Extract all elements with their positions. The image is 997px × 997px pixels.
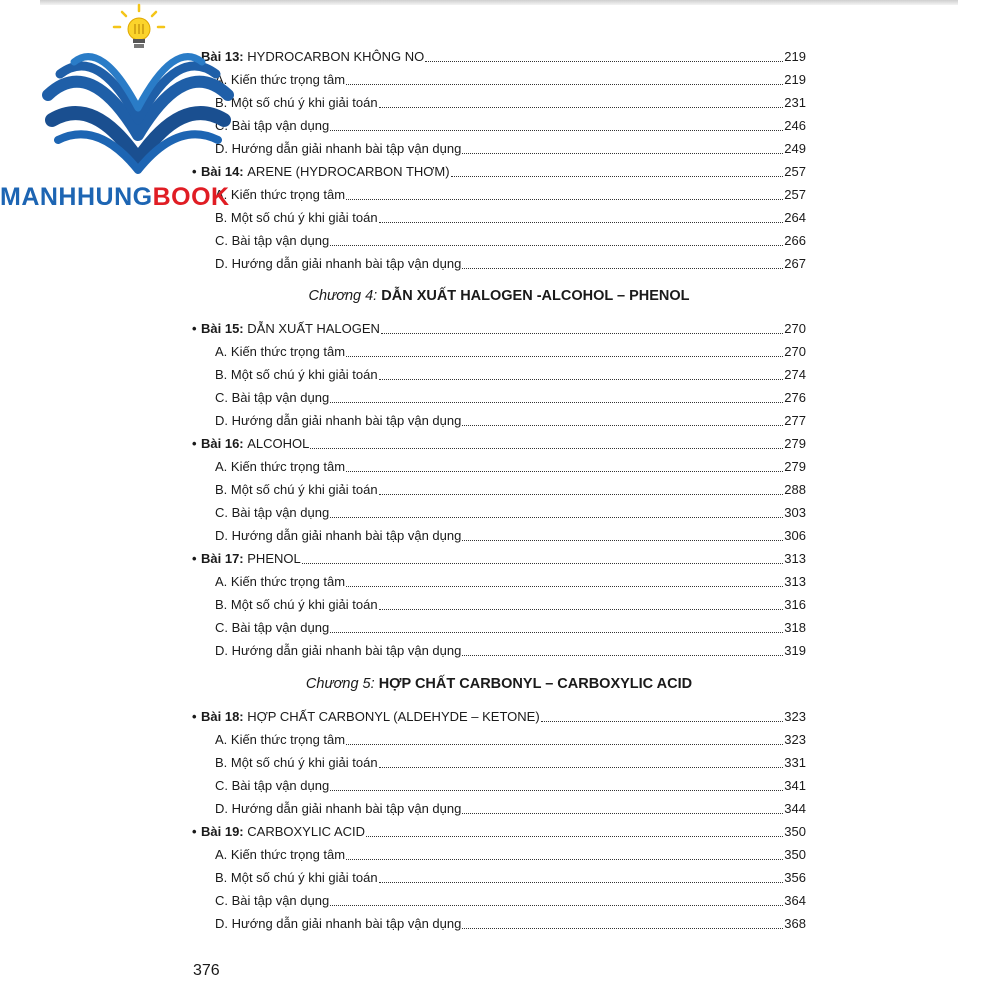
page-ref: 323 <box>784 709 806 724</box>
dot-leader <box>379 494 784 495</box>
dot-leader <box>346 471 783 472</box>
page-ref: 270 <box>784 344 806 359</box>
toc-sub-row <box>192 475 806 498</box>
lesson-title: ARENE (HYDROCARBON THƠM) <box>247 164 450 179</box>
section-label: D. Hướng dẫn giải nhanh bài tập vận dụng <box>215 413 462 428</box>
dot-leader <box>462 540 783 541</box>
toc-sub-row <box>192 406 806 429</box>
toc-lesson-row <box>192 817 806 840</box>
dot-leader <box>330 130 783 131</box>
toc-sub-row <box>192 249 806 272</box>
page-ref: 313 <box>784 574 806 589</box>
dot-leader <box>462 655 783 656</box>
section-label: A. Kiến thức trọng tâm <box>215 187 346 202</box>
lesson-title: PHENOL <box>247 551 301 566</box>
lesson-title: DẪN XUẤT HALOGEN <box>247 321 380 336</box>
page-ref: 279 <box>784 436 806 451</box>
toc-sub-row <box>192 748 806 771</box>
toc-sub-row <box>192 794 806 817</box>
bullet-icon: • <box>192 164 197 179</box>
toc-sub-row <box>192 771 806 794</box>
page-ref: 288 <box>784 482 806 497</box>
lesson-title: HỢP CHẤT CARBONYL (ALDEHYDE – KETONE) <box>247 709 540 724</box>
bullet-icon: • <box>192 49 197 64</box>
page-ref: 276 <box>784 390 806 405</box>
toc-sub-row <box>192 613 806 636</box>
page-number: 376 <box>193 962 220 979</box>
page-ref: 331 <box>784 755 806 770</box>
toc-lesson-row <box>192 314 806 337</box>
brand-name <box>0 182 230 212</box>
dot-leader <box>346 586 783 587</box>
dot-leader <box>366 836 783 837</box>
page-ref: 306 <box>784 528 806 543</box>
page-ref: 231 <box>784 95 806 110</box>
toc-sub-row <box>192 337 806 360</box>
section-label: A. Kiến thức trọng tâm <box>215 344 346 359</box>
dot-leader <box>379 379 784 380</box>
dot-leader <box>462 153 783 154</box>
lesson-number: Bài 16: <box>201 436 244 451</box>
section-label: B. Một số chú ý khi giải toán <box>215 95 378 110</box>
dot-leader <box>462 425 783 426</box>
bullet-icon: • <box>192 436 197 451</box>
section-label: A. Kiến thức trọng tâm <box>215 732 346 747</box>
dot-leader <box>330 245 783 246</box>
section-label: C. Bài tập vận dụng <box>215 893 330 908</box>
page-ref: 323 <box>784 732 806 747</box>
lesson-number: Bài 19: <box>201 824 244 839</box>
page-ref: 264 <box>784 210 806 225</box>
page-ref: 303 <box>784 505 806 520</box>
chapter-label: Chương 5: <box>305 676 375 692</box>
lesson-title: ALCOHOL <box>247 436 310 451</box>
toc-sub-row <box>192 452 806 475</box>
dot-leader <box>330 790 783 791</box>
chapter-title: HỢP CHẤT CARBONYL – CARBOXYLIC ACID <box>378 676 693 692</box>
dot-leader <box>346 859 783 860</box>
dot-leader <box>379 882 784 883</box>
page-ref: 344 <box>784 801 806 816</box>
bullet-icon: • <box>192 321 197 336</box>
section-label: C. Bài tập vận dụng <box>215 118 330 133</box>
dot-leader <box>330 517 783 518</box>
bullet-icon: • <box>192 824 197 839</box>
chapter-label: Chương 4: <box>308 288 378 304</box>
lesson-title: CARBOXYLIC ACID <box>247 824 366 839</box>
section-label: B. Một số chú ý khi giải toán <box>215 755 378 770</box>
dot-leader <box>425 61 783 62</box>
dot-leader <box>310 448 783 449</box>
page-ref: 319 <box>784 643 806 658</box>
section-label: B. Một số chú ý khi giải toán <box>215 367 378 382</box>
dot-leader <box>330 905 783 906</box>
section-label: A. Kiến thức trọng tâm <box>215 459 346 474</box>
lesson-number: Bài 13: <box>201 49 244 64</box>
dot-leader <box>346 199 783 200</box>
page-ref: 356 <box>784 870 806 885</box>
dot-leader <box>379 222 784 223</box>
section-label: B. Một số chú ý khi giải toán <box>215 210 378 225</box>
section-label: D. Hướng dẫn giải nhanh bài tập vận dụng <box>215 141 462 156</box>
toc-sub-row <box>192 863 806 886</box>
page-ref: 350 <box>784 824 806 839</box>
section-label: D. Hướng dẫn giải nhanh bài tập vận dụng <box>215 256 462 271</box>
section-label: A. Kiến thức trọng tâm <box>215 72 346 87</box>
section-label: D. Hướng dẫn giải nhanh bài tập vận dụng <box>215 801 462 816</box>
section-label: B. Một số chú ý khi giải toán <box>215 597 378 612</box>
toc-sub-row <box>192 567 806 590</box>
lesson-number: Bài 18: <box>201 709 244 724</box>
page-ref: 257 <box>784 187 806 202</box>
dot-leader <box>330 632 783 633</box>
page-ref: 246 <box>784 118 806 133</box>
brand-name-part2: BOOK <box>152 183 230 211</box>
page-ref: 219 <box>784 49 806 64</box>
toc-sub-row <box>192 383 806 406</box>
dot-leader <box>302 563 784 564</box>
lesson-number: Bài 15: <box>201 321 244 336</box>
dot-leader <box>346 356 783 357</box>
page-ref: 249 <box>784 141 806 156</box>
dot-leader <box>379 609 784 610</box>
page-ref: 277 <box>784 413 806 428</box>
page-ref: 364 <box>784 893 806 908</box>
section-label: C. Bài tập vận dụng <box>215 233 330 248</box>
bullet-icon: • <box>192 709 197 724</box>
page-ref: 274 <box>784 367 806 382</box>
section-label: D. Hướng dẫn giải nhanh bài tập vận dụng <box>215 643 462 658</box>
dot-leader <box>462 268 783 269</box>
toc-lesson-row <box>192 429 806 452</box>
lesson-number: Bài 14: <box>201 164 244 179</box>
toc-sub-row <box>192 725 806 748</box>
page-ref: 316 <box>784 597 806 612</box>
chapter-heading <box>192 676 806 692</box>
page-ref: 313 <box>784 551 806 566</box>
toc-sub-row <box>192 521 806 544</box>
page-ref: 257 <box>784 164 806 179</box>
section-label: B. Một số chú ý khi giải toán <box>215 870 378 885</box>
toc-sub-row <box>192 840 806 863</box>
section-label: D. Hướng dẫn giải nhanh bài tập vận dụng <box>215 916 462 931</box>
dot-leader <box>381 333 783 334</box>
page-ref: 368 <box>784 916 806 931</box>
toc-sub-row <box>192 909 806 932</box>
dot-leader <box>346 84 783 85</box>
dot-leader <box>346 744 783 745</box>
section-label: C. Bài tập vận dụng <box>215 505 330 520</box>
page-ref: 341 <box>784 778 806 793</box>
dot-leader <box>330 402 783 403</box>
page-ref: 318 <box>784 620 806 635</box>
logo <box>0 0 300 215</box>
dot-leader <box>379 767 784 768</box>
dot-leader <box>451 176 784 177</box>
page-ref: 270 <box>784 321 806 336</box>
page-ref: 279 <box>784 459 806 474</box>
dot-leader <box>379 107 784 108</box>
toc-sub-row <box>192 226 806 249</box>
page-ref: 219 <box>784 72 806 87</box>
chapter-title: DẪN XUẤT HALOGEN -ALCOHOL – PHENOL <box>381 288 690 304</box>
dot-leader <box>462 813 783 814</box>
toc-lesson-row <box>192 544 806 567</box>
dot-leader <box>541 721 784 722</box>
toc-sub-row <box>192 360 806 383</box>
section-label: D. Hướng dẫn giải nhanh bài tập vận dụng <box>215 528 462 543</box>
toc-sub-row <box>192 886 806 909</box>
section-label: A. Kiến thức trọng tâm <box>215 574 346 589</box>
bullet-icon: • <box>192 551 197 566</box>
page-ref: 267 <box>784 256 806 271</box>
dot-leader <box>462 928 783 929</box>
toc-sub-row <box>192 498 806 521</box>
page-ref: 350 <box>784 847 806 862</box>
section-label: B. Một số chú ý khi giải toán <box>215 482 378 497</box>
toc-lesson-row <box>192 702 806 725</box>
section-label: C. Bài tập vận dụng <box>215 778 330 793</box>
chapter-heading <box>192 288 806 304</box>
section-label: C. Bài tập vận dụng <box>215 390 330 405</box>
section-label: C. Bài tập vận dụng <box>215 620 330 635</box>
toc-sub-row <box>192 636 806 659</box>
toc-sub-row <box>192 590 806 613</box>
lesson-number: Bài 17: <box>201 551 244 566</box>
lesson-title: HYDROCARBON KHÔNG NO <box>247 49 425 64</box>
page-ref: 266 <box>784 233 806 248</box>
brand-name-part1: MANHHUNG <box>0 183 153 211</box>
section-label: A. Kiến thức trọng tâm <box>215 847 346 862</box>
